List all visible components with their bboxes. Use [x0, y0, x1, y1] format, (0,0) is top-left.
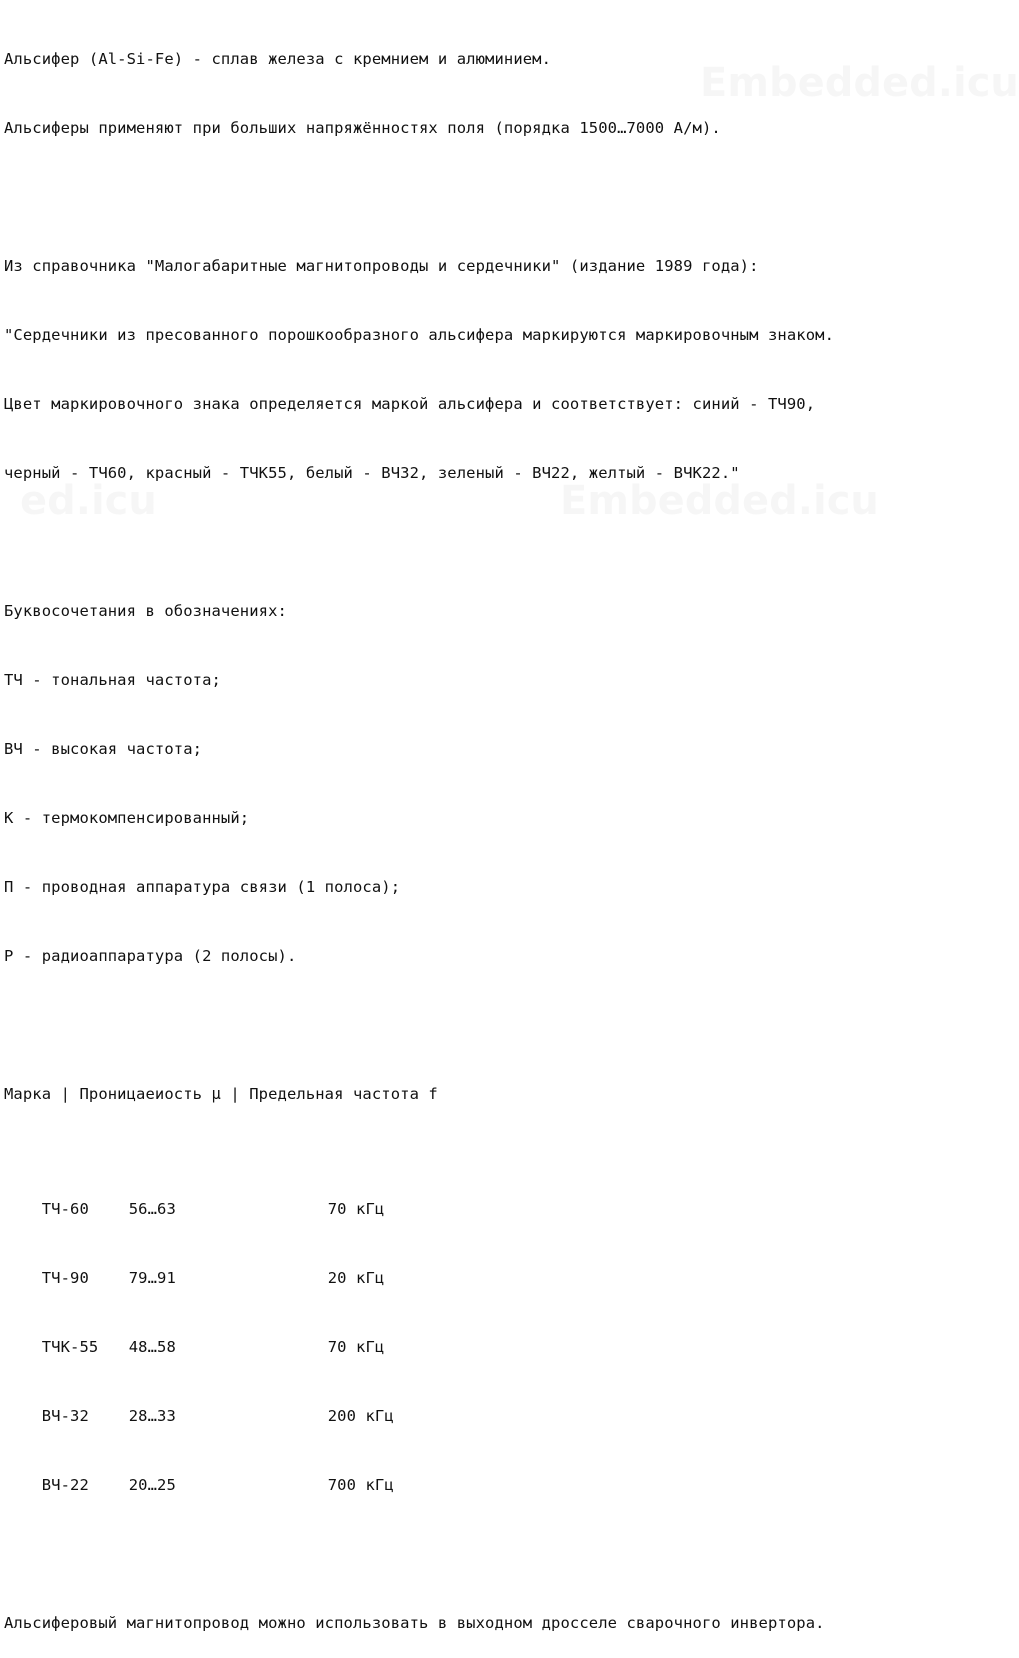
table-cell-frequency: 70 кГц — [327, 1200, 385, 1218]
document-text — [4, 2, 974, 1658]
legend-item: ТЧ - тональная частота; — [4, 671, 221, 689]
legend-heading: Буквосочетания в обозначениях: — [4, 602, 287, 620]
legend-item: Р - радиоаппаратура (2 полосы). — [4, 947, 297, 965]
intro-line-1: Альсифер (Al-Si-Fe) - сплав железа с кремнием и алюминием. — [4, 50, 552, 68]
quote-line-3: Цвет маркировочного знака определяется маркой альсифера и соответствует: синий - ТЧ90, — [4, 395, 816, 413]
table-cell-permeability: 20…25 — [128, 1476, 176, 1494]
table-cell-frequency: 70 кГц — [327, 1338, 385, 1356]
table-cell-frequency: 20 кГц — [327, 1269, 385, 1287]
table-cell-frequency: 700 кГц — [327, 1476, 394, 1494]
footer-line: Альсиферовый магнитопровод можно использовать в выходном дросселе сварочного инвертора. — [4, 1614, 825, 1632]
table-cell-mark: ТЧ-90 — [41, 1269, 89, 1287]
blank-line — [4, 531, 974, 554]
quote-line-2: "Сердечники из пресованного порошкообразного альсифера маркируются маркировочным знаком. — [4, 326, 834, 344]
quote-line-4: черный - ТЧ60, красный - ТЧК55, белый - ВЧ32, зеленый - ВЧ22, желтый - ВЧК22." — [4, 464, 740, 482]
blank-line — [4, 186, 974, 209]
legend-item: ВЧ - высокая частота; — [4, 740, 203, 758]
legend-item: К - термокомпенсированный; — [4, 809, 250, 827]
table-row — [4, 1175, 974, 1218]
legend-item: П - проводная аппаратура связи (1 полоса); — [4, 878, 401, 896]
table-cell-permeability: 28…33 — [128, 1407, 176, 1425]
table-row — [4, 1451, 974, 1494]
quote-line-1: Из справочника "Малогабаритные магнитопроводы и сердечники" (издание 1989 года): — [4, 257, 759, 275]
table-cell-permeability: 56…63 — [128, 1200, 176, 1218]
table-cell-permeability: 48…58 — [128, 1338, 176, 1356]
table-cell-mark: ТЧК-55 — [41, 1338, 99, 1356]
table-cell-permeability: 79…91 — [128, 1269, 176, 1287]
blank-line — [4, 1014, 974, 1037]
intro-line-2: Альсиферы применяют при больших напряжённостях поля (порядка 1500…7000 А/м). — [4, 119, 721, 137]
table-header: Марка | Проницаеиость μ | Предельная частота f — [4, 1085, 438, 1103]
blank-line — [4, 1543, 974, 1566]
table-cell-mark: ТЧ-60 — [41, 1200, 89, 1218]
table-cell-mark: ВЧ-22 — [41, 1476, 89, 1494]
table-row — [4, 1244, 974, 1287]
table-row — [4, 1313, 974, 1356]
table-cell-frequency: 200 кГц — [327, 1407, 394, 1425]
table-cell-mark: ВЧ-32 — [41, 1407, 89, 1425]
table-row — [4, 1382, 974, 1425]
